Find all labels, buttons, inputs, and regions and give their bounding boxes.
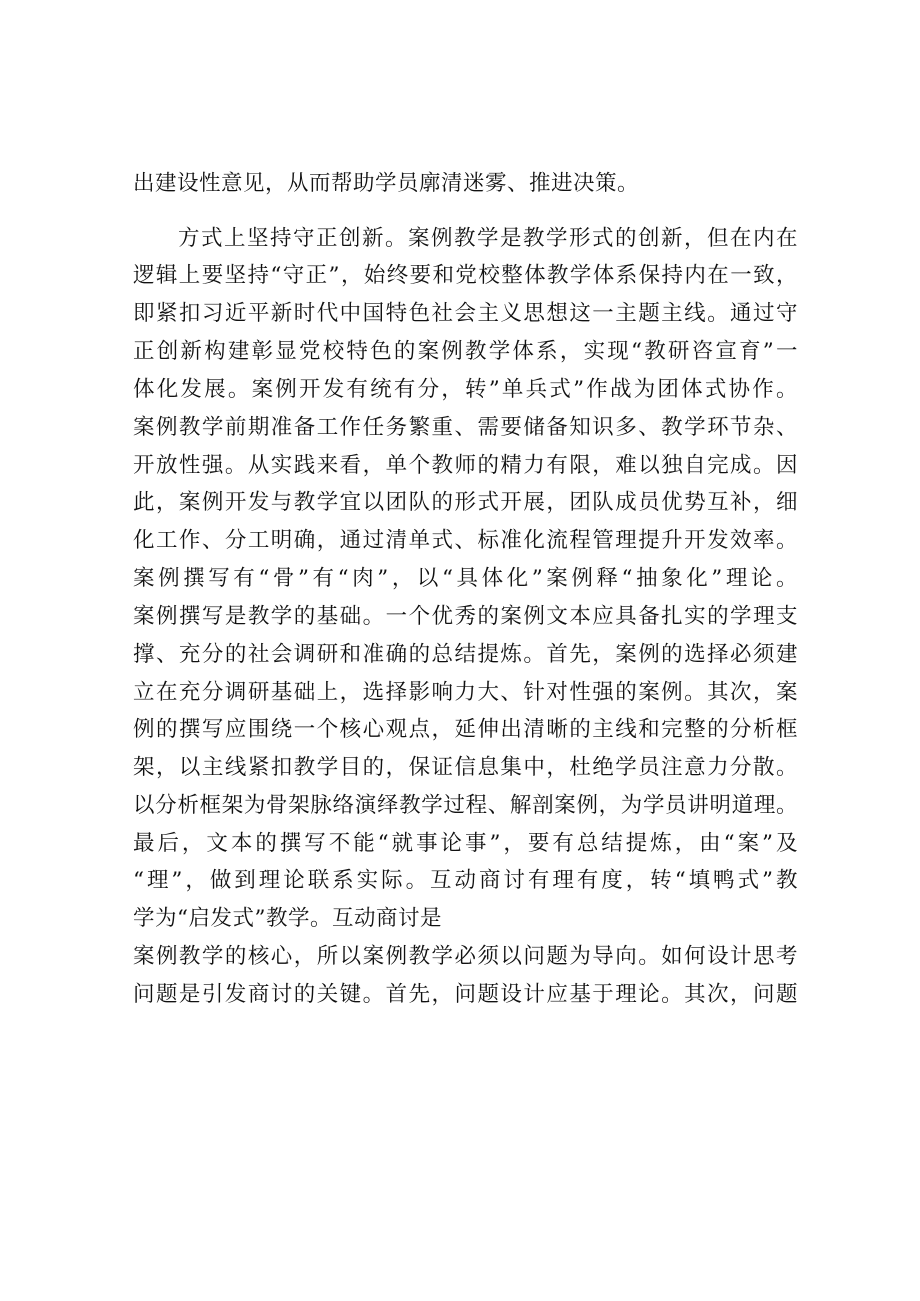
text-line-11: 案例撰写有“骨”有“肉”，以“具体化”案例释“抽象化”理论。 (133, 566, 798, 591)
text-line-19: “理”，做到理论联系实际。互动商讨有理有度，转“填鸭式”教 (133, 868, 798, 893)
text-line-3: 逻辑上要坚持“守正”，始终要和党校整体教学体系保持内在一致， (133, 263, 798, 288)
text-line-18: 最后，文本的撰写不能“就事论事”，要有总结提炼，由“案”及 (133, 831, 798, 856)
paragraph-first-line: 方式上坚持守正创新。案例教学是教学形式的创新，但在内在 (178, 226, 798, 251)
text-line-14: 立在充分调研基础上，选择影响力大、针对性强的案例。其次，案 (133, 680, 798, 705)
text-line-12: 案例撰写是教学的基础。一个优秀的案例文本应具备扎实的学理支 (133, 604, 798, 629)
text-line-17: 以分析框架为骨架脉络演绎教学过程、解剖案例，为学员讲明道理。 (133, 793, 798, 818)
text-line-8: 开放性强。从实践来看，单个教师的精力有限，难以独自完成。因 (133, 453, 798, 478)
text-line-16: 架，以主线紧扣教学目的，保证信息集中，杜绝学员注意力分散。 (133, 755, 798, 780)
text-line-22: 问题是引发商讨的关键。首先，问题设计应基于理论。其次，问题 (133, 982, 798, 1007)
text-line-13: 撑、充分的社会调研和准确的总结提炼。首先，案例的选择必须建 (133, 642, 798, 667)
text-line-1: 出建设性意见，从而帮助学员廓清迷雾、推进决策。 (133, 171, 640, 196)
text-line-5: 正创新构建彰显党校特色的案例教学体系，实现“教研咨宣育”一 (133, 339, 798, 364)
text-line-20: 学为“启发式”教学。互动商讨是 (133, 906, 442, 931)
text-line-7: 案例教学前期准备工作任务繁重、需要储备知识多、教学环节杂、 (133, 415, 798, 440)
text-line-21: 案例教学的核心，所以案例教学必须以问题为导向。如何设计思考 (133, 944, 798, 969)
text-line-6: 体化发展。案例开发有统有分，转”单兵式”作战为团体式协作。 (133, 377, 798, 402)
text-line-9: 此，案例开发与教学宜以团队的形式开展，团队成员优势互补，细 (133, 490, 798, 515)
text-line-4: 即紧扣习近平新时代中国特色社会主义思想这一主题主线。通过守 (133, 301, 798, 326)
text-line-15: 例的撰写应围绕一个核心观点，延伸出清晰的主线和完整的分析框 (133, 717, 798, 742)
text-line-10: 化工作、分工明确，通过清单式、标准化流程管理提升开发效率。 (133, 528, 798, 553)
